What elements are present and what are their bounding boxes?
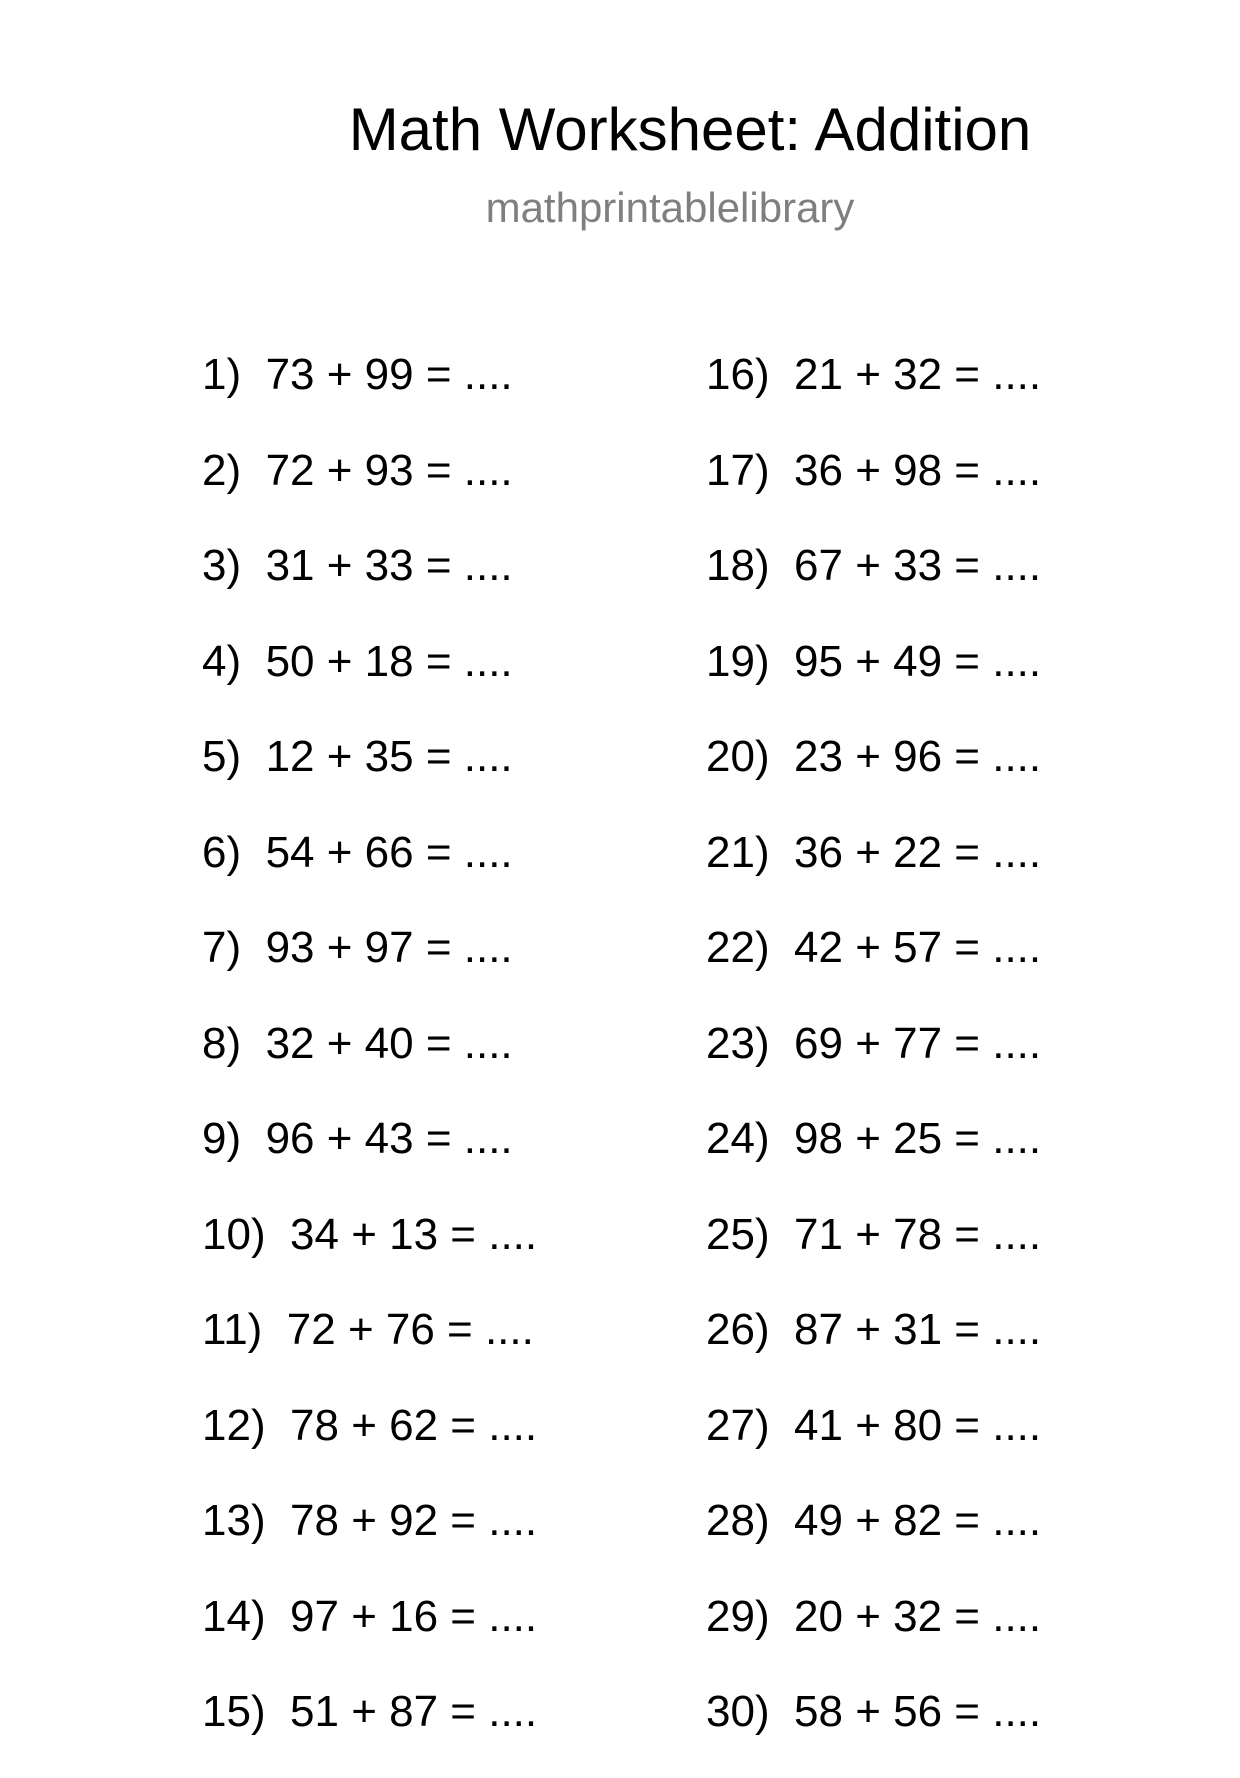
- problem-item: 22) 42 + 57 = ....: [706, 923, 1042, 972]
- problem-item: 1) 73 + 99 = ....: [202, 350, 513, 399]
- problem-item: 25) 71 + 78 = ....: [706, 1209, 1042, 1259]
- page-subtitle: mathprintablelibrary: [485, 184, 855, 231]
- page-title: Math Worksheet: Addition: [348, 96, 1032, 163]
- problem-item: 24) 98 + 25 = ....: [706, 1114, 1042, 1163]
- problem-item: 27) 41 + 80 = ....: [706, 1400, 1042, 1450]
- problem-item: 29) 20 + 32 = ....: [706, 1591, 1042, 1641]
- problems-column-right: [706, 345, 1041, 1778]
- problem-item: 9) 96 + 43 = ....: [202, 1114, 513, 1163]
- problem-item: 3) 31 + 33 = ....: [202, 541, 513, 590]
- problem-item: 18) 67 + 33 = ....: [706, 541, 1042, 590]
- problem-item: 19) 95 + 49 = ....: [706, 636, 1042, 686]
- problems-column-left: [202, 345, 537, 1778]
- problem-item: 4) 50 + 18 = ....: [202, 636, 513, 686]
- problem-item: 21) 36 + 22 = ....: [706, 827, 1042, 877]
- problem-item: 15) 51 + 87 = ....: [202, 1687, 538, 1736]
- problem-item: 13) 78 + 92 = ....: [202, 1496, 538, 1545]
- problem-item: 5) 12 + 35 = ....: [202, 732, 513, 781]
- problem-item: 12) 78 + 62 = ....: [202, 1400, 538, 1450]
- problem-item: 14) 97 + 16 = ....: [202, 1591, 538, 1641]
- problem-item: 28) 49 + 82 = ....: [706, 1496, 1042, 1545]
- problem-item: 20) 23 + 96 = ....: [706, 732, 1042, 781]
- problem-item: 6) 54 + 66 = ....: [202, 827, 513, 877]
- problem-item: 11) 72 + 76 = ....: [202, 1305, 534, 1354]
- problem-item: 23) 69 + 77 = ....: [706, 1018, 1042, 1068]
- problem-item: 10) 34 + 13 = ....: [202, 1209, 538, 1259]
- problem-item: 30) 58 + 56 = ....: [706, 1687, 1042, 1736]
- problem-item: 7) 93 + 97 = ....: [202, 923, 513, 972]
- problem-item: 16) 21 + 32 = ....: [706, 350, 1042, 399]
- problem-item: 2) 72 + 93 = ....: [202, 445, 513, 495]
- problem-item: 8) 32 + 40 = ....: [202, 1018, 513, 1068]
- problem-item: 17) 36 + 98 = ....: [706, 445, 1042, 495]
- problem-item: 26) 87 + 31 = ....: [706, 1305, 1042, 1354]
